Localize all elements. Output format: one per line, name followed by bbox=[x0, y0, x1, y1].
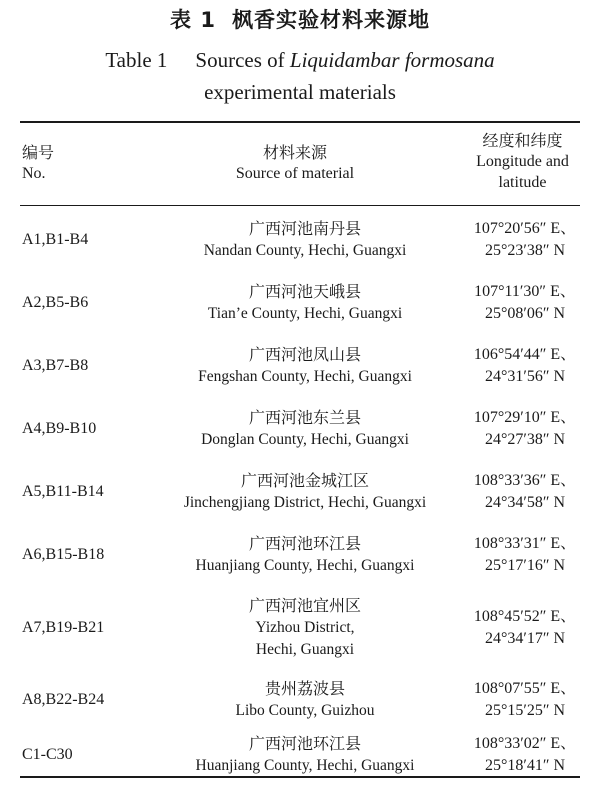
table-number-chinese: 表 1 bbox=[170, 8, 216, 32]
latitude: 25°23′38″ N bbox=[484, 242, 566, 259]
source-english: Nandan County, Hechi, Guangxi bbox=[203, 242, 407, 259]
table-bottom-rule bbox=[20, 776, 580, 778]
cell-source bbox=[150, 527, 460, 583]
table-title-english-line1: Sources of Liquidambar formosana bbox=[195, 48, 495, 72]
source-english: Tian’e County, Hechi, Guangxi bbox=[207, 305, 403, 322]
source-english: Fengshan County, Hechi, Guangxi bbox=[198, 368, 412, 385]
header-number bbox=[22, 142, 152, 184]
cell-number bbox=[22, 735, 162, 775]
cell-lonlat bbox=[455, 275, 595, 331]
cell-source bbox=[150, 401, 460, 457]
table-row bbox=[20, 275, 580, 331]
cell-number bbox=[22, 672, 162, 728]
table-row bbox=[20, 590, 580, 665]
source-english: Donglan County, Hechi, Guangxi bbox=[201, 431, 409, 448]
latitude: 25°18′41″ N bbox=[484, 757, 566, 774]
species-name: Liquidambar formosana bbox=[289, 48, 495, 72]
source-chinese: 广西河池东兰县 bbox=[248, 408, 361, 427]
cell-source bbox=[150, 735, 460, 775]
table-title-english-line2: experimental materials bbox=[204, 80, 396, 104]
source-chinese: 广西河池环江县 bbox=[248, 734, 361, 753]
cell-source bbox=[150, 590, 460, 665]
longitude: 108°33′02″ E、 bbox=[473, 735, 577, 752]
header-number-cn: 编号 bbox=[22, 143, 55, 162]
header-lonlat-en-line1: Longitude and bbox=[476, 153, 569, 170]
table-header-rule bbox=[20, 205, 580, 206]
longitude: 107°29′10″ E、 bbox=[473, 409, 577, 426]
cell-lonlat bbox=[455, 338, 595, 394]
source-english: Huanjiang County, Hechi, Guangxi bbox=[195, 757, 415, 774]
header-lonlat bbox=[455, 130, 590, 193]
cell-lonlat bbox=[455, 590, 595, 665]
table-row bbox=[20, 527, 580, 583]
cell-number bbox=[22, 401, 162, 457]
latitude: 24°34′17″ N bbox=[484, 629, 566, 647]
source-english: Hechi, Guangxi bbox=[255, 640, 355, 658]
table-top-rule bbox=[20, 121, 580, 123]
table-number-english: Table 1 bbox=[105, 48, 168, 72]
sample-number: A6,B15-B18 bbox=[22, 546, 105, 563]
cell-lonlat bbox=[455, 401, 595, 457]
latitude: 24°27′38″ N bbox=[484, 431, 566, 448]
cell-lonlat bbox=[455, 212, 595, 268]
source-chinese: 广西河池天峨县 bbox=[248, 282, 361, 301]
cell-number bbox=[22, 590, 162, 665]
longitude: 107°20′56″ E、 bbox=[473, 220, 577, 237]
source-english: Jinchengjiang District, Hechi, Guangxi bbox=[183, 494, 427, 511]
cell-source bbox=[150, 672, 460, 728]
longitude: 108°33′31″ E、 bbox=[473, 535, 577, 552]
table-title-chinese bbox=[0, 4, 600, 34]
cell-lonlat bbox=[455, 527, 595, 583]
source-chinese: 贵州荔波县 bbox=[264, 679, 345, 698]
latitude: 24°31′56″ N bbox=[484, 368, 566, 385]
source-chinese: 广西河池金城江区 bbox=[240, 471, 369, 490]
cell-lonlat bbox=[455, 735, 595, 775]
header-source-cn: 材料来源 bbox=[262, 143, 327, 162]
table-row bbox=[20, 672, 580, 728]
sample-number: A3,B7-B8 bbox=[22, 357, 89, 374]
table-title-english bbox=[0, 44, 600, 108]
longitude: 108°45′52″ E、 bbox=[473, 607, 577, 625]
table-row bbox=[20, 735, 580, 775]
cell-number bbox=[22, 527, 162, 583]
cell-number bbox=[22, 464, 162, 520]
longitude: 107°11′30″ E、 bbox=[474, 283, 576, 300]
table-row bbox=[20, 212, 580, 268]
source-english: Libo County, Guizhou bbox=[235, 702, 375, 719]
cell-number bbox=[22, 275, 162, 331]
header-number-en: No. bbox=[22, 165, 46, 182]
header-source-en: Source of material bbox=[235, 165, 355, 182]
cell-lonlat bbox=[455, 672, 595, 728]
source-chinese: 广西河池南丹县 bbox=[248, 219, 361, 238]
sample-number: A7,B19-B21 bbox=[22, 618, 105, 636]
header-lonlat-cn: 经度和纬度 bbox=[482, 131, 563, 150]
sample-number: A2,B5-B6 bbox=[22, 294, 89, 311]
table-row bbox=[20, 464, 580, 520]
longitude: 106°54′44″ E、 bbox=[473, 346, 577, 363]
cell-number bbox=[22, 212, 162, 268]
source-chinese: 广西河池凤山县 bbox=[248, 345, 361, 364]
sample-number: C1-C30 bbox=[22, 746, 73, 763]
table-row bbox=[20, 401, 580, 457]
longitude: 108°33′36″ E、 bbox=[473, 472, 577, 489]
cell-source bbox=[150, 212, 460, 268]
latitude: 25°17′16″ N bbox=[484, 557, 566, 574]
source-chinese: 广西河池宜州区 bbox=[248, 595, 361, 615]
cell-source bbox=[150, 275, 460, 331]
latitude: 24°34′58″ N bbox=[484, 494, 566, 511]
sample-number: A1,B1-B4 bbox=[22, 231, 89, 248]
cell-source bbox=[150, 338, 460, 394]
header-lonlat-en-line2: latitude bbox=[498, 174, 547, 191]
table-row bbox=[20, 338, 580, 394]
longitude: 108°07′55″ E、 bbox=[473, 680, 577, 697]
latitude: 25°15′25″ N bbox=[484, 702, 566, 719]
source-chinese: 广西河池环江县 bbox=[248, 534, 361, 553]
latitude: 25°08′06″ N bbox=[484, 305, 566, 322]
sample-number: A4,B9-B10 bbox=[22, 420, 97, 437]
table-title-chinese-text: 枫香实验材料来源地 bbox=[231, 8, 430, 32]
cell-source bbox=[150, 464, 460, 520]
source-english: Yizhou District, bbox=[255, 618, 355, 636]
cell-lonlat bbox=[455, 464, 595, 520]
header-source bbox=[150, 142, 440, 184]
sample-number: A8,B22-B24 bbox=[22, 691, 105, 708]
cell-number bbox=[22, 338, 162, 394]
sample-number: A5,B11-B14 bbox=[22, 483, 104, 500]
source-english: Huanjiang County, Hechi, Guangxi bbox=[195, 557, 415, 574]
